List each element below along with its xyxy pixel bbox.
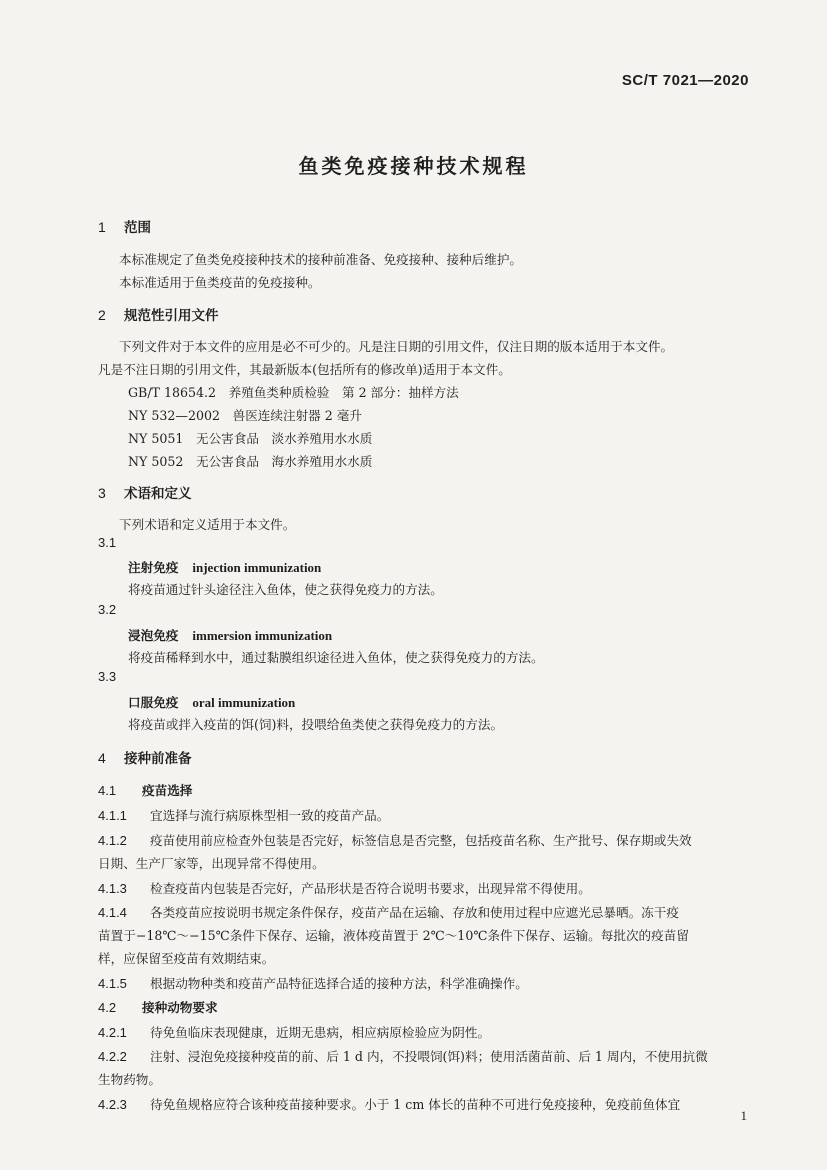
term-number: 3.2 bbox=[98, 602, 117, 617]
clause-continuation: 日期、生产厂家等，出现异常不得使用。 bbox=[98, 856, 325, 871]
standard-code: SC/T 7021—2020 bbox=[621, 72, 749, 89]
reference-item: NY 5051 无公害食品 淡水养殖用水水质 bbox=[128, 431, 373, 446]
document-title: 鱼类免疫接种技术规程 bbox=[298, 154, 529, 178]
paragraph: 下列文件对于本文件的应用是必不可少的。凡是注日期的引用文件，仅注日期的版本适用于本文件。 bbox=[119, 339, 674, 354]
clause-4-1-4: 4.1.4 各类疫苗应按说明书规定条件保存，疫苗产品在运输、存放和使用过程中应遮光忌暴晒。冻干疫 bbox=[98, 905, 679, 920]
clause-4-1-2: 4.1.2 疫苗使用前应检查外包装是否完好，标签信息是否完整，包括疫苗名称、生产批号、保存期或失效 bbox=[98, 833, 692, 848]
clause-4-2-2: 4.2.2 注射、浸泡免疫接种疫苗的前、后 1 d 内，不投喂饲(饵)料；使用活菌苗前、后 1 周内，不使用抗微 bbox=[98, 1049, 708, 1064]
page-number: 1 bbox=[740, 1108, 747, 1123]
clause-continuation: 苗置于−18℃～−15℃条件下保存、运输，液体疫苗置于 2℃～10℃条件下保存、运输。每批次的疫苗留 bbox=[98, 928, 689, 943]
section-heading-3: 3 术语和定义 bbox=[98, 485, 192, 502]
paragraph: 凡是不注日期的引用文件，其最新版本(包括所有的修改单)适用于本文件。 bbox=[98, 362, 511, 377]
section-heading-1: 1 范围 bbox=[98, 219, 151, 236]
paragraph: 本标准适用于鱼类疫苗的免疫接种。 bbox=[119, 275, 321, 290]
clause-4-2-1: 4.2.1 待免鱼临床表现健康，近期无患病，相应病原检验应为阴性。 bbox=[98, 1025, 491, 1040]
subsection-heading-4-2: 4.2 接种动物要求 bbox=[98, 1000, 218, 1015]
subsection-heading-4-1: 4.1 疫苗选择 bbox=[98, 783, 193, 798]
term-definition: 将疫苗或拌入疫苗的饵(饲)料，投喂给鱼类使之获得免疫力的方法。 bbox=[128, 717, 504, 732]
clause-continuation: 样，应保留至疫苗有效期结束。 bbox=[98, 951, 275, 966]
section-heading-2: 2 规范性引用文件 bbox=[98, 307, 219, 324]
clause-continuation: 生物药物。 bbox=[98, 1072, 161, 1087]
clause-4-2-3: 4.2.3 待免鱼规格应符合该种疫苗接种要求。小于 1 cm 体长的苗种不可进行免疫接种，免疫前鱼体宜 bbox=[98, 1097, 681, 1112]
clause-4-1-3: 4.1.3 检查疫苗内包装是否完好，产品形状是否符合说明书要求，出现异常不得使用。 bbox=[98, 881, 591, 896]
clause-4-1-1: 4.1.1 宜选择与流行病原株型相一致的疫苗产品。 bbox=[98, 808, 390, 823]
term-definition: 将疫苗通过针头途径注入鱼体，使之获得免疫力的方法。 bbox=[128, 582, 443, 597]
term-definition: 将疫苗稀释到水中，通过黏膜组织途径进入鱼体，使之获得免疫力的方法。 bbox=[128, 650, 544, 665]
term-heading: 口服免疫 oral immunization bbox=[128, 695, 296, 710]
paragraph: 本标准规定了鱼类免疫接种技术的接种前准备、免疫接种、接种后维护。 bbox=[119, 252, 522, 267]
term-heading: 浸泡免疫 immersion immunization bbox=[128, 628, 333, 643]
term-number: 3.1 bbox=[98, 535, 117, 550]
reference-item: NY 5052 无公害食品 海水养殖用水水质 bbox=[128, 454, 373, 469]
section-heading-4: 4 接种前准备 bbox=[98, 750, 192, 767]
paragraph: 下列术语和定义适用于本文件。 bbox=[119, 517, 296, 532]
term-heading: 注射免疫 injection immunization bbox=[128, 560, 322, 575]
term-number: 3.3 bbox=[98, 669, 117, 684]
reference-item: GB/T 18654.2 养殖鱼类种质检验 第 2 部分：抽样方法 bbox=[128, 385, 459, 400]
clause-4-1-5: 4.1.5 根据动物种类和疫苗产品特征选择合适的接种方法，科学准确操作。 bbox=[98, 976, 528, 991]
reference-item: NY 532—2002 兽医连续注射器 2 毫升 bbox=[128, 408, 362, 423]
